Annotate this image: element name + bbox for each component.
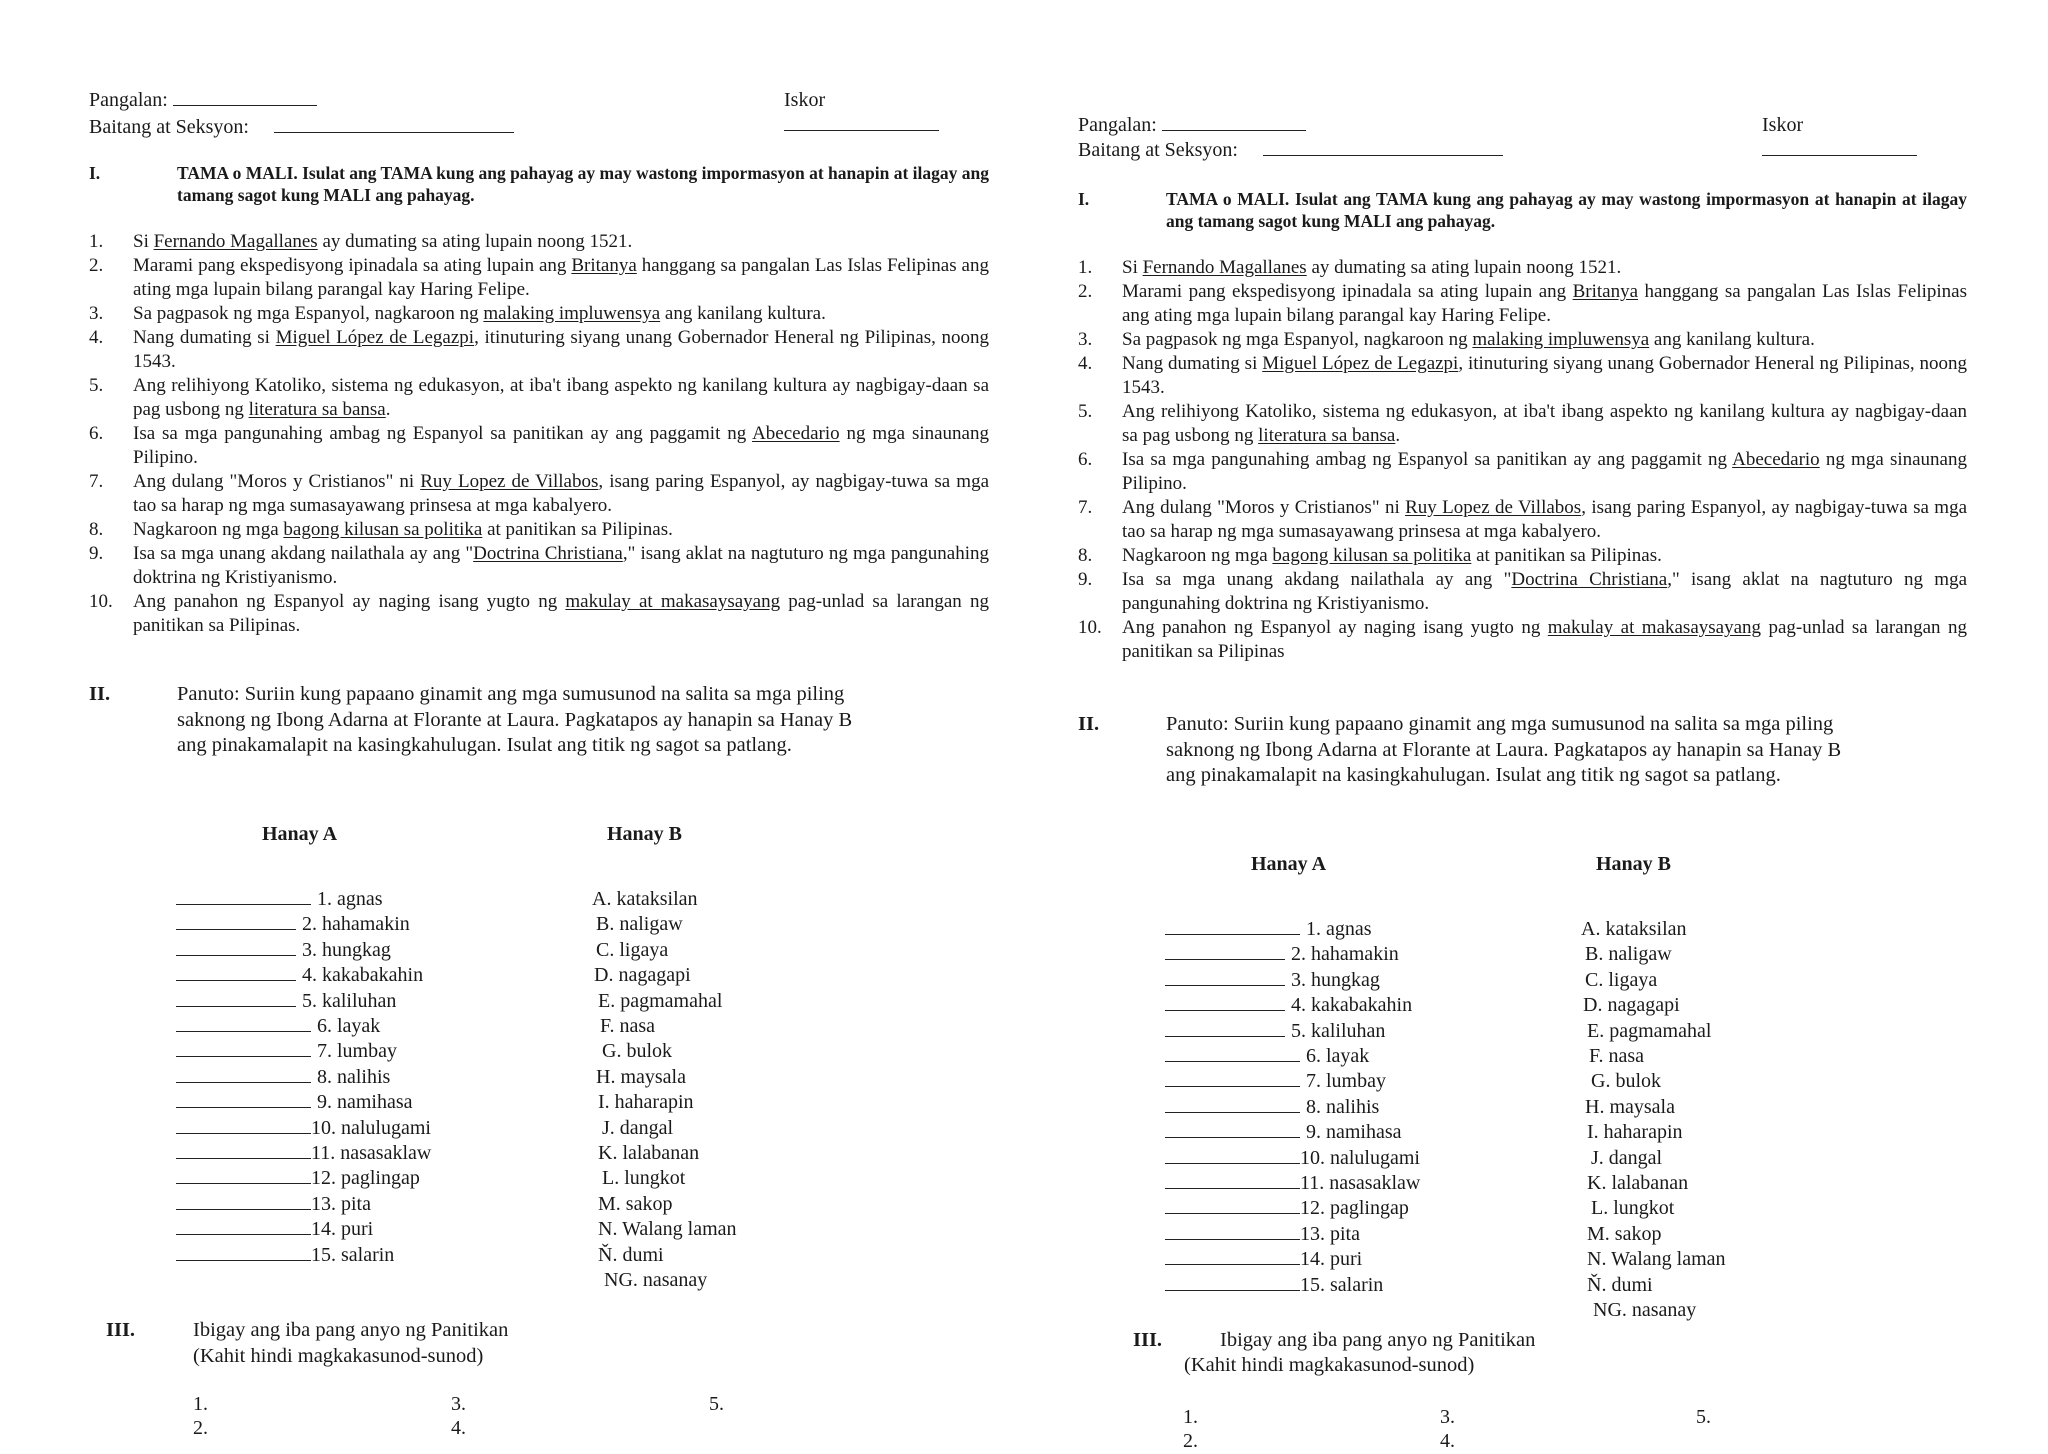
answer-blank[interactable] <box>176 1192 311 1210</box>
answer-number-1: 1. <box>193 1393 208 1415</box>
answer-blank[interactable] <box>176 1166 311 1184</box>
item-text: Nang dumating si <box>1122 353 1263 374</box>
item-text: Isa sa mga pangunahing ambag ng Espanyol sa panitikan ay ang paggamit ng <box>133 423 753 444</box>
section-1-number: I. <box>1078 189 1090 209</box>
column-a-item <box>176 1166 431 1191</box>
true-false-item <box>1078 616 1967 664</box>
score-label: Iskor <box>1762 113 1958 163</box>
item-text: ay dumating sa ating lupain noong 1521. <box>1306 257 1622 278</box>
column-a-item <box>1165 1196 1420 1221</box>
answer-number-2: 2. <box>193 1417 208 1439</box>
item-number: 4. <box>89 327 104 348</box>
word-label: 3. hungkag <box>302 938 391 961</box>
item-text: Ang panahon ng Espanyol ay naging isang yugto ng <box>133 591 566 612</box>
column-a-item <box>1165 917 1420 942</box>
section-1-instructions: TAMA o MALI. Isulat ang TAMA kung ang pahayag ay may wastong impormasyon at hanapin at ilagay ang tamang sagot kung MALI ang pahayag. <box>1166 189 1967 231</box>
item-text: , isang paring Espanyol, ay nagbigay-tuwa sa mga tao sa harap ng mga sumasayawang prinsesa at mga kabalyero. <box>1122 497 1968 542</box>
column-a-item <box>176 1039 431 1064</box>
item-number: 6. <box>1078 449 1093 470</box>
word-label: 3. hungkag <box>1291 968 1380 991</box>
true-false-item <box>1078 352 1967 400</box>
word-label: 10. nalulugami <box>311 1116 431 1139</box>
name-blank[interactable] <box>1162 114 1306 131</box>
item-text: , itinuturing siyang unang Gobernador Heneral ng Pilipinas, noong 1543. <box>1122 353 1967 398</box>
column-b-item: N. Walang laman <box>1587 1248 1726 1271</box>
column-b-item: K. lalabanan <box>598 1142 700 1165</box>
grade-section-label: Baitang at Seksyon: <box>1078 138 1503 163</box>
column-a-item <box>1165 1146 1420 1171</box>
true-false-item <box>1078 544 1967 568</box>
column-a-item <box>176 1090 431 1115</box>
column-a-item <box>1165 1019 1420 1044</box>
item-number: 7. <box>89 471 104 492</box>
item-text: Si <box>133 231 154 252</box>
true-false-item <box>1078 496 1967 544</box>
item-number: 3. <box>1078 329 1093 350</box>
answer-blank[interactable] <box>1165 1171 1300 1189</box>
column-a-item <box>176 1243 431 1268</box>
column-a-item <box>176 1116 431 1141</box>
column-a-item <box>1165 1044 1420 1069</box>
true-false-item <box>89 470 989 518</box>
item-number: 10. <box>89 591 113 612</box>
item-text: ay dumating sa ating lupain noong 1521. <box>317 231 633 252</box>
word-label: 15. salarin <box>1300 1273 1384 1296</box>
word-label: 14. puri <box>1300 1248 1363 1271</box>
item-text: Isa sa mga pangunahing ambag ng Espanyol sa panitikan ay ang paggamit ng <box>1122 449 1733 470</box>
column-b-item: M. sakop <box>1587 1222 1662 1245</box>
true-false-item <box>89 254 989 302</box>
section-2-instructions: Panuto: Suriin kung papaano ginamit ang mga sumusunod na salita sa mga piling saknong ng Ibong Adarna at Florante at Laura. Pagkatapos ay hanapin sa Hanay B ang pinakamalapit na kasingkahulugan. Isulat ang titik ng sagot sa patlang. <box>177 683 853 756</box>
answer-blank[interactable] <box>176 963 296 981</box>
word-label: 7. lumbay <box>1306 1070 1386 1093</box>
item-number: 5. <box>89 375 104 396</box>
section-3-line1: Ibigay ang iba pang anyo ng Panitikan <box>1220 1329 1536 1351</box>
word-label: 4. kakabakahin <box>302 964 424 987</box>
column-a-item <box>176 887 431 912</box>
item-text: pag-unlad sa larangan ng panitikan sa Pilipinas. <box>133 591 989 636</box>
underlined-term: bagong kilusan sa politika <box>283 519 483 540</box>
answer-number-3: 3. <box>1440 1406 1455 1428</box>
item-number: 7. <box>1078 497 1093 518</box>
item-text: pag-unlad sa larangan ng panitikan sa Pilipinas <box>1122 617 1967 662</box>
item-text: , itinuturing siyang unang Gobernador Heneral ng Pilipinas, noong 1543. <box>133 327 989 372</box>
answer-number-2: 2. <box>1183 1430 1198 1452</box>
column-b-item: N. Walang laman <box>598 1218 737 1241</box>
true-false-item <box>1078 448 1967 496</box>
column-b-item: D. nagagapi <box>1583 994 1680 1017</box>
column-a-item <box>176 963 431 988</box>
answer-blank[interactable] <box>176 1090 311 1108</box>
column-b-item: C. ligaya <box>596 938 669 961</box>
section-3-instructions <box>193 1318 508 1369</box>
item-text: Marami pang ekspedisyong ipinadala sa ating lupain ang <box>133 255 572 276</box>
answer-blank[interactable] <box>1165 1120 1300 1138</box>
answer-blank[interactable] <box>1165 1044 1300 1062</box>
true-false-item <box>1078 256 1967 280</box>
item-text: ang kanilang kultura. <box>660 303 826 324</box>
section-3-line2-wrap <box>1184 1353 1474 1379</box>
item-text: ang kanilang kultura. <box>1649 329 1815 350</box>
word-label: 10. nalulugami <box>1300 1146 1420 1169</box>
column-b-item: J. dangal <box>1591 1146 1663 1169</box>
column-a-item <box>1165 1171 1420 1196</box>
answer-blank[interactable] <box>1165 1196 1300 1214</box>
item-number: 1. <box>89 231 104 252</box>
answer-number-4: 4. <box>1440 1430 1455 1452</box>
true-false-item <box>89 518 989 542</box>
word-label: 8. nalihis <box>1306 1095 1380 1118</box>
column-b-item: J. dangal <box>602 1116 674 1139</box>
item-number: 10. <box>1078 617 1102 638</box>
true-false-item <box>1078 568 1967 616</box>
underlined-term: malaking impluwensya <box>1472 329 1650 350</box>
item-text: Nang dumating si <box>133 327 276 348</box>
answer-number-1: 1. <box>1183 1406 1198 1428</box>
item-text: Isa sa mga unang akdang nailathala ay ang " <box>1122 569 1512 590</box>
item-text: Isa sa mga unang akdang nailathala ay ang " <box>133 543 474 564</box>
column-a-item <box>1165 1120 1420 1145</box>
column-a-list <box>176 887 431 1268</box>
underlined-term: Miguel López de Legazpi <box>1262 353 1459 374</box>
answer-number-3: 3. <box>451 1393 466 1415</box>
column-b-item: H. maysala <box>1585 1095 1675 1118</box>
column-b-item: I. haharapin <box>1587 1121 1683 1144</box>
section-3 <box>1133 1328 1162 1354</box>
item-text: Si <box>1122 257 1143 278</box>
section-3-line2: (Kahit hindi magkakasunod-sunod) <box>1184 1354 1475 1376</box>
column-b-item: NG. nasanay <box>604 1269 708 1292</box>
underlined-term: Ruy Lopez de Villabos <box>1405 497 1582 518</box>
column-b-item: E. pagmamahal <box>598 989 723 1012</box>
answer-blank[interactable] <box>176 1217 311 1235</box>
answer-blank[interactable] <box>176 1116 311 1134</box>
underlined-term: Fernando Magallanes <box>1142 257 1307 278</box>
word-label: 9. namihasa <box>317 1091 413 1114</box>
item-number: 8. <box>89 519 104 540</box>
item-number: 9. <box>1078 569 1093 590</box>
item-text: Sa pagpasok ng mga Espanyol, nagkaroon ng <box>1122 329 1473 350</box>
word-label: 1. agnas <box>1306 918 1372 940</box>
grade-section-label: Baitang at Seksyon: <box>89 115 514 140</box>
column-b-item: A. kataksilan <box>592 888 698 910</box>
word-label: 11. nasasaklaw <box>311 1142 432 1165</box>
section-3-number: III. <box>1133 1329 1163 1351</box>
column-b-item: M. sakop <box>598 1192 673 1215</box>
true-false-item <box>89 326 989 374</box>
score-label: Iskor <box>784 88 969 138</box>
answer-blank[interactable] <box>1165 942 1285 960</box>
item-number: 4. <box>1078 353 1093 374</box>
true-false-item <box>1078 280 1967 328</box>
column-b-item: G. bulok <box>1591 1070 1661 1093</box>
column-b-list <box>592 887 737 1294</box>
column-a-list <box>1165 917 1420 1298</box>
column-b-item: H. maysala <box>596 1065 686 1088</box>
underlined-term: Doctrina Christiana <box>473 543 623 564</box>
underlined-term: Miguel López de Legazpi <box>275 327 475 348</box>
column-b-item: NG. nasanay <box>1593 1299 1697 1322</box>
grade-section-blank[interactable] <box>1263 139 1503 156</box>
item-text: Ang panahon ng Espanyol ay naging isang yugto ng <box>1122 617 1548 638</box>
hanay-b-header: Hanay B <box>1596 853 1672 875</box>
item-text: ng mga sinaunang Pilipino. <box>133 423 989 468</box>
score-blank[interactable] <box>784 114 939 131</box>
column-a-item <box>176 1141 431 1166</box>
answer-blank[interactable] <box>1165 917 1300 935</box>
name-label: Pangalan: <box>89 88 317 113</box>
underlined-term: Britanya <box>1572 281 1639 302</box>
answer-blank[interactable] <box>176 1039 311 1057</box>
column-b-item: L. lungkot <box>602 1167 686 1190</box>
answer-number-5: 5. <box>709 1393 724 1415</box>
answer-blank[interactable] <box>1165 1273 1300 1291</box>
item-text: at panitikan sa Pilipinas. <box>1471 545 1662 566</box>
column-b-item: D. nagagapi <box>594 964 691 987</box>
section-2-number: II. <box>1078 713 1100 735</box>
grade-section-blank[interactable] <box>274 116 514 133</box>
column-a-item <box>176 1192 431 1217</box>
answer-blank[interactable] <box>1165 1019 1285 1037</box>
word-label: 15. salarin <box>311 1243 395 1266</box>
column-b-item: G. bulok <box>602 1040 672 1063</box>
true-false-item <box>89 422 989 470</box>
column-a-item <box>1165 1247 1420 1272</box>
item-text: , isang paring Espanyol, ay nagbigay-tuwa sa mga tao sa harap ng mga sumasayawang prinsesa at mga kabalyero. <box>133 471 990 516</box>
item-text: Ang relihiyong Katoliko, sistema ng edukasyon, at iba't ibang aspekto ng kanilang kultura ay nagbigay-daan sa pag usbong ng <box>1122 401 1967 446</box>
word-label: 5. kaliluhan <box>302 989 397 1012</box>
column-b-item: L. lungkot <box>1591 1197 1675 1220</box>
name-blank[interactable] <box>173 89 317 106</box>
underlined-term: Abecedario <box>752 423 840 444</box>
true-false-item <box>89 374 989 422</box>
column-a-item <box>1165 942 1420 967</box>
answer-blank[interactable] <box>176 1243 311 1261</box>
true-false-item <box>1078 328 1967 352</box>
underlined-term: Britanya <box>571 255 637 276</box>
section-3-line1-wrap <box>1220 1328 1535 1354</box>
name-label: Pangalan: <box>1078 113 1306 138</box>
column-a-item <box>1165 968 1420 993</box>
item-text: hanggang sa pangalan Las Islas Felipinas ang ating mga lupain bilang parangal kay Haring Felipe. <box>133 255 989 300</box>
column-b-item: I. haharapin <box>598 1091 694 1114</box>
true-false-items <box>1078 256 1967 664</box>
word-label: 14. puri <box>311 1218 374 1241</box>
item-text: Sa pagpasok ng mga Espanyol, nagkaroon ng <box>133 303 484 324</box>
column-b-list <box>1581 917 1726 1324</box>
answer-blank[interactable] <box>1165 1146 1300 1164</box>
section-2-number: II. <box>89 683 111 705</box>
column-a-item <box>1165 993 1420 1018</box>
word-label: 6. layak <box>1306 1045 1370 1068</box>
item-number: 2. <box>89 255 104 276</box>
true-false-item <box>89 302 989 326</box>
item-text: Ang dulang "Moros y Cristianos" ni <box>133 471 421 492</box>
item-number: 5. <box>1078 401 1093 422</box>
column-b-item: F. nasa <box>1589 1045 1645 1068</box>
item-number: 1. <box>1078 257 1093 278</box>
word-label: 9. namihasa <box>1306 1121 1402 1144</box>
answer-blank[interactable] <box>176 1065 311 1083</box>
item-text: . <box>385 399 391 420</box>
word-label: 12. paglingap <box>1300 1197 1409 1220</box>
word-label: 7. lumbay <box>317 1040 397 1063</box>
item-text: at panitikan sa Pilipinas. <box>482 519 673 540</box>
underlined-term: makulay at makasaysayang <box>1547 617 1762 638</box>
section-3 <box>106 1318 135 1344</box>
answer-blank[interactable] <box>176 887 311 905</box>
column-b-item: C. ligaya <box>1585 968 1658 991</box>
answer-blank[interactable] <box>176 912 296 930</box>
underlined-term: Abecedario <box>1732 449 1820 470</box>
underlined-term: makulay at makasaysayang <box>565 591 781 612</box>
column-a-item <box>1165 1222 1420 1247</box>
underlined-term: malaking impluwensya <box>483 303 661 324</box>
answer-blank[interactable] <box>1165 1247 1300 1265</box>
word-label: 12. paglingap <box>311 1167 420 1190</box>
column-a-item <box>176 1065 431 1090</box>
item-number: 3. <box>89 303 104 324</box>
underlined-term: bagong kilusan sa politika <box>1272 545 1472 566</box>
true-false-items <box>89 230 989 638</box>
true-false-item <box>1078 400 1967 448</box>
answer-blank[interactable] <box>1165 1222 1300 1240</box>
worksheet-page-right <box>1078 0 1968 1452</box>
column-b-item: F. nasa <box>600 1015 656 1038</box>
underlined-term: Doctrina Christiana <box>1511 569 1668 590</box>
column-b-item: K. lalabanan <box>1587 1172 1689 1195</box>
column-b-item: Ň. dumi <box>1587 1273 1653 1296</box>
word-label: 5. kaliluhan <box>1291 1019 1386 1042</box>
item-text: hanggang sa pangalan Las Islas Felipinas ang ating mga lupain bilang parangal kay Haring Felipe. <box>1122 281 1967 326</box>
column-b-item: Ň. dumi <box>598 1243 664 1266</box>
word-label: 2. hahamakin <box>1291 943 1399 966</box>
item-number: 8. <box>1078 545 1093 566</box>
answer-blank[interactable] <box>1165 1095 1300 1113</box>
column-a-item <box>176 1217 431 1242</box>
word-label: 13. pita <box>311 1192 371 1215</box>
answer-blank[interactable] <box>176 938 296 956</box>
section-1-number: I. <box>89 163 101 183</box>
word-label: 13. pita <box>1300 1222 1360 1245</box>
column-b-item: B. naligaw <box>596 913 683 936</box>
word-label: 8. nalihis <box>317 1065 391 1088</box>
underlined-term: literatura sa bansa <box>248 399 386 420</box>
item-number: 6. <box>89 423 104 444</box>
column-a-item <box>176 938 431 963</box>
true-false-item <box>89 590 989 638</box>
section-3-number: III. <box>106 1319 136 1341</box>
underlined-term: literatura sa bansa <box>1258 425 1396 446</box>
answer-blank[interactable] <box>1165 1069 1300 1087</box>
column-b-item: A. kataksilan <box>1581 918 1687 940</box>
item-text: ," isang aklat na nagtuturo ng mga pangunahing doktrina ng Kristiyanismo. <box>133 543 989 588</box>
item-text: Nagkaroon ng mga <box>1122 545 1273 566</box>
column-a-item <box>1165 1273 1420 1298</box>
underlined-term: Ruy Lopez de Villabos <box>420 471 599 492</box>
true-false-item <box>89 542 989 590</box>
item-text: ," isang aklat na nagtuturo ng mga pangunahing doktrina ng Kristiyanismo. <box>1122 569 1967 614</box>
answer-blank[interactable] <box>176 989 296 1007</box>
item-text: ng mga sinaunang Pilipino. <box>1122 449 1967 494</box>
true-false-item <box>89 230 989 254</box>
answer-blank[interactable] <box>176 1014 311 1032</box>
item-text: Ang relihiyong Katoliko, sistema ng edukasyon, at iba't ibang aspekto ng kanilang kultura ay nagbigay-daan sa pag usbong ng <box>133 375 989 420</box>
section-3-line1: Ibigay ang iba pang anyo ng Panitikan <box>193 1319 509 1341</box>
section-1-instructions: TAMA o MALI. Isulat ang TAMA kung ang pahayag ay may wastong impormasyon at hanapin at ilagay ang tamang sagot kung MALI ang pahayag. <box>177 163 989 205</box>
word-label: 1. agnas <box>317 888 383 910</box>
word-label: 2. hahamakin <box>302 913 410 936</box>
answer-blank[interactable] <box>1165 968 1285 986</box>
item-text: Nagkaroon ng mga <box>133 519 284 540</box>
answer-number-5: 5. <box>1696 1406 1711 1428</box>
underlined-term: Fernando Magallanes <box>153 231 318 252</box>
column-a-item <box>176 1014 431 1039</box>
answer-number-4: 4. <box>451 1417 466 1439</box>
item-number: 2. <box>1078 281 1093 302</box>
word-label: 11. nasasaklaw <box>1300 1172 1421 1195</box>
section-2-instructions: Panuto: Suriin kung papaano ginamit ang mga sumusunod na salita sa mga piling saknong ng Ibong Adarna at Florante at Laura. Pagkatapos ay hanapin sa Hanay B ang pinakamalapit na kasingkahulugan. Isulat ang titik ng sagot sa patlang. <box>1166 713 1842 786</box>
column-a-item <box>176 989 431 1014</box>
column-a-item <box>1165 1095 1420 1120</box>
section-3-line2: (Kahit hindi magkakasunod-sunod) <box>193 1344 484 1367</box>
hanay-a-header: Hanay A <box>1251 853 1327 875</box>
column-b-item: E. pagmamahal <box>1587 1019 1712 1042</box>
worksheet-page-left <box>89 0 990 1448</box>
score-blank[interactable] <box>1762 139 1917 156</box>
answer-blank[interactable] <box>1165 993 1285 1011</box>
item-number: 9. <box>89 543 104 564</box>
item-text: Marami pang ekspedisyong ipinadala sa ating lupain ang <box>1122 281 1573 302</box>
column-a-item <box>176 912 431 937</box>
word-label: 6. layak <box>317 1015 381 1038</box>
hanay-a-header: Hanay A <box>262 823 338 845</box>
column-a-item <box>1165 1069 1420 1094</box>
answer-blank[interactable] <box>176 1141 311 1159</box>
item-text: . <box>1395 425 1401 446</box>
hanay-b-header: Hanay B <box>607 823 683 845</box>
item-text: Ang dulang "Moros y Cristianos" ni <box>1122 497 1406 518</box>
word-label: 4. kakabakahin <box>1291 994 1413 1017</box>
column-b-item: B. naligaw <box>1585 943 1672 966</box>
